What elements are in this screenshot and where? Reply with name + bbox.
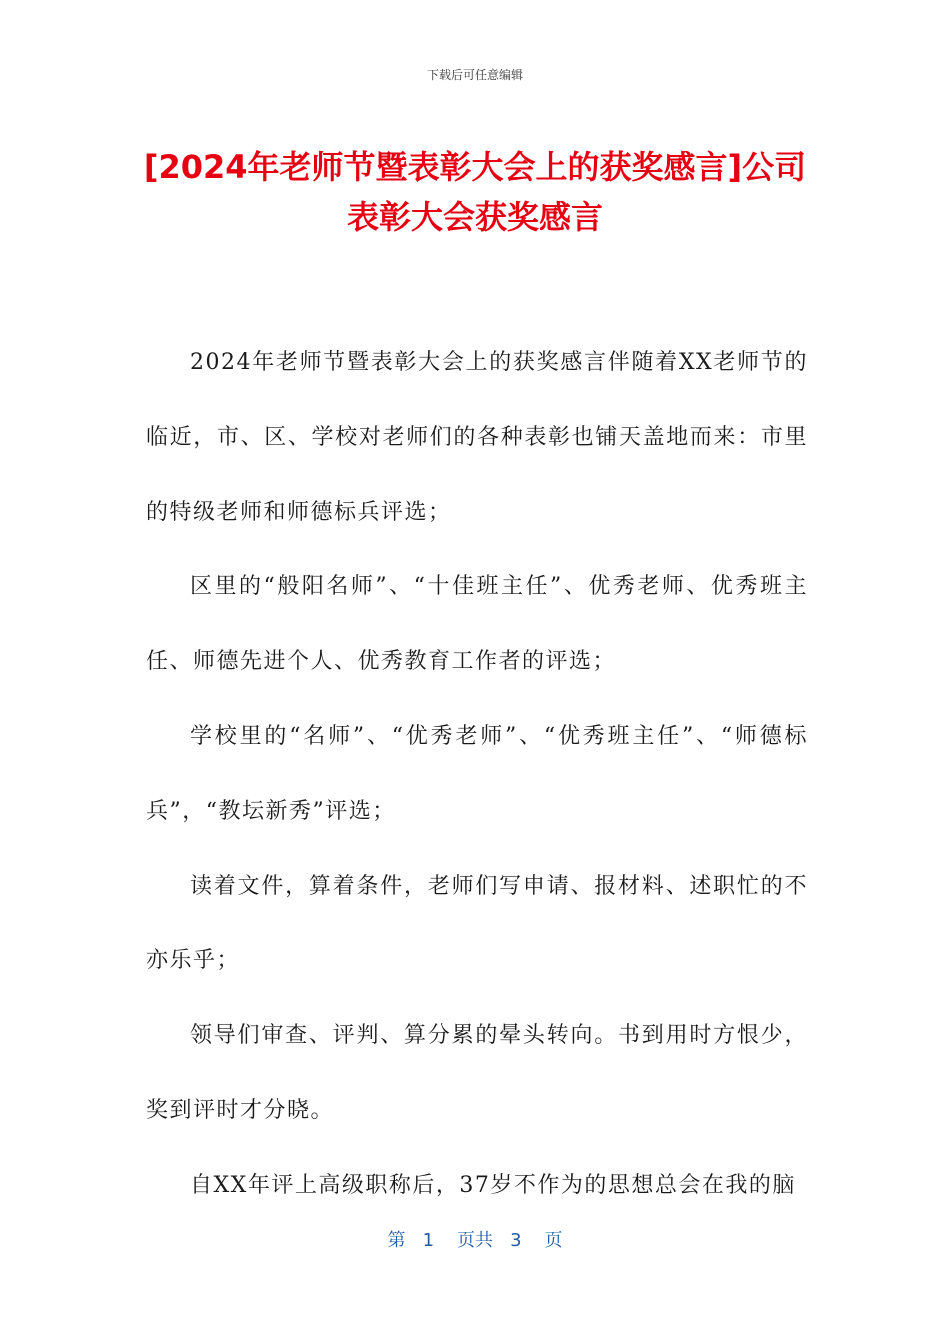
document-body: [146, 326, 808, 1224]
page-label-suffix: 页: [544, 1230, 563, 1251]
document-title: [2024年老师节暨表彰大会上的获奖感言]公司表彰大会获奖感言: [143, 148, 807, 236]
total-pages-number: 3: [510, 1230, 522, 1251]
header-note: 下载后可任意编辑: [426, 68, 523, 82]
paragraph-5: 领导们审查、评判、算分累的晕头转向。书到用时方恨少，奖到评时才分晓。: [146, 1023, 808, 1123]
current-page-number: 1: [422, 1230, 435, 1251]
paragraph-6: 自XX年评上高级职称后，37岁不作为的思想总会在我的脑: [190, 1172, 796, 1198]
page-number-footer: [0, 1226, 950, 1252]
paragraph-4: 读着文件，算着条件，老师们写申请、报材料、述职忙的不亦乐乎；: [146, 873, 808, 974]
page-label-middle: 页共: [457, 1230, 493, 1251]
paragraph-1: 2024年老师节暨表彰大会上的获奖感言伴随着XX老师节的临近，市、区、学校对老师们的各种表彰也铺天盖地而来：市里的特级老师和师德标兵评选；: [146, 350, 808, 525]
paragraph-3: 学校里的“名师”、“优秀老师”、“优秀班主任”、“师德标兵”，“教坛新秀”评选；: [146, 723, 808, 824]
page-label-prefix: 第: [387, 1230, 406, 1251]
paragraph-2: 区里的“般阳名师”、“十佳班主任”、优秀老师、优秀班主任、师德先进个人、优秀教育工作者的评选；: [146, 574, 808, 675]
